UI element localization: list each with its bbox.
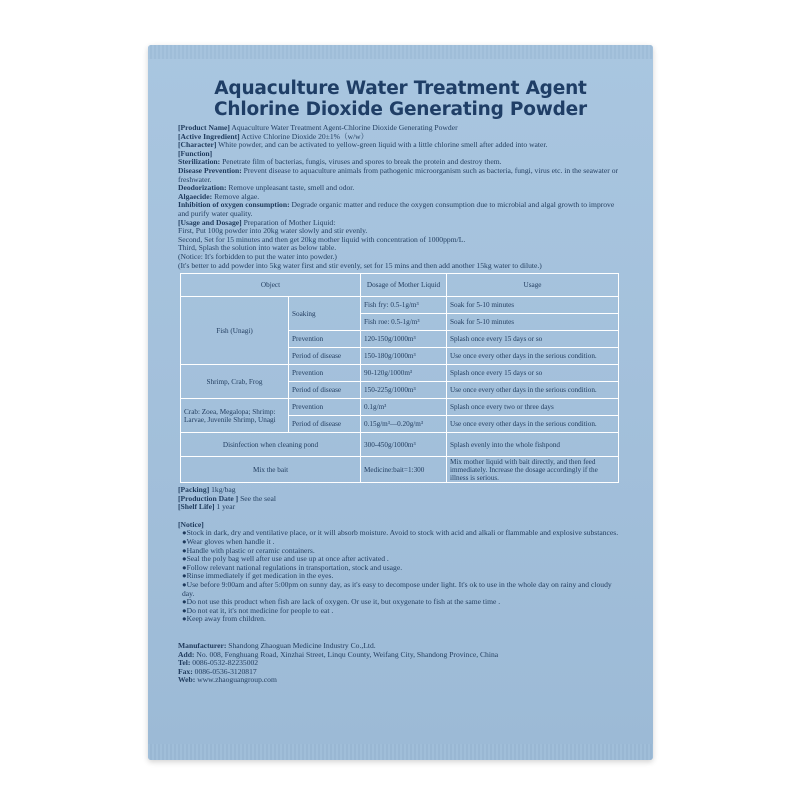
dose-cell: 90-120g/1000m³ [361,365,447,382]
product-bag [148,45,653,760]
usage-line: First, Put 100g powder into 20kg water slowly and stir evenly. [178,226,368,236]
character-line: [Character] White powder, and can be activated to yellow-green liquid with a little chlorine smell after added into water. [178,140,548,150]
method-period: Period of disease [289,382,361,399]
active-ingredient-line: [Active Ingredient] Active Chlorine Dioxide 20±1%（w/w） [178,131,369,141]
function-item: Deodorization: Remove unpleasant taste, smell and odor. [178,183,355,193]
object-bait: Mix the bait [181,457,361,483]
production-date-line: [Production Date ] See the seal [178,493,276,503]
object-fish: Fish (Unagi) [181,297,289,365]
usage-cell: Soak for 5-10 minutes [447,314,619,331]
notice-item: ●Handle with plastic or ceramic containers. [182,545,315,555]
usage-line: (Notice: It's forbidden to put the water into powder.) [178,251,337,261]
method-soaking: Soaking [289,297,361,331]
usage-line: (It's better to add powder into 5kg water first and stir evenly, set for 15 mins and then add another 15kg water to dilute.) [178,260,542,270]
usage-cell: Mix mother liquid with bait directly, and then feed immediately. Increase the dosage accordingly if the illness is serious. [447,457,619,483]
object-crab: Crab: Zoea, Megalopa; Shrimp: Larvae, Juvenile Shrimp, Unagi [181,399,289,433]
dose-cell: 0.1g/m³ [361,399,447,416]
function-item: Sterilization: Penetrate film of bacterias, fungis, viruses and spores to break the protein and destroy them. [178,157,502,167]
table-row [181,365,619,382]
header-usage: Usage [447,274,619,297]
tel-line: Tel: 0086-0532-82235002 [178,658,259,668]
shelf-life-line: [Shelf Life] 1 year [178,502,236,512]
notice-item: ●Seal the poly bag well after use and use up at once after activated . [182,554,389,564]
dose-cell: 300-450g/1000m³ [361,433,447,457]
bag-bottom-seal [148,744,653,760]
method-prevention: Prevention [289,399,361,416]
method-prevention: Prevention [289,365,361,382]
usage-cell: Splash once every two or three days [447,399,619,416]
dose-cell: 120-150g/1000m³ [361,331,447,348]
object-disinfection: Disinfection when cleaning pond [181,433,361,457]
web-line: Web: www.zhaoguangroup.com [178,675,277,685]
dose-cell: 150-225g/1000m³ [361,382,447,399]
usage-line: Third, Splash the solution into water as below table. [178,243,337,253]
notice-item: ●Rinse immediately if get medication in the eyes. [182,571,334,581]
title-line-1: Aquaculture Water Treatment Agent [214,78,587,99]
dose-cell: Fish fry: 0.5-1g/m³ [361,297,447,314]
usage-cell: Splash once every 15 days or so [447,365,619,382]
manufacturer-section [178,642,623,685]
packing-line: [Packing] 1kg/bag [178,485,236,495]
header-dosage: Dosage of Mother Liquid [361,274,447,297]
usage-cell: Use once every other days in the serious condition. [447,382,619,399]
table-row [181,433,619,457]
dose-cell: 0.15g/m³—0.20g/m³ [361,416,447,433]
usage-heading: [Usage and Dosage] Preparation of Mother Liquid: [178,217,336,227]
table-row [181,399,619,416]
title-line-2: Chlorine Dioxide Generating Powder [214,99,587,120]
dose-cell: 150-180g/1000m³ [361,348,447,365]
usage-cell: Splash evenly into the whole fishpond [447,433,619,457]
function-item: Disease Prevention: Prevent disease to aquaculture animals from pathogenic microorganism such as bacteria, fungi, virus etc. in the seawater or freshwater. [178,165,619,184]
notice-item: ●Do not use this product when fish are lack of oxygen. Or use it, but oxygenate to fish at the same time . [182,597,501,607]
usage-cell: Soak for 5-10 minutes [447,297,619,314]
product-title [148,78,653,120]
notice-item: ●Use before 9:00am and after 5:00pm on sunny day, as it's easy to decompose under light. It's ok to use in the whole day on rainy and cloudy day. [182,580,612,598]
notice-item: ●Keep away from children. [182,614,266,624]
dose-cell: Fish roe: 0.5-1g/m³ [361,314,447,331]
notice-section [178,521,623,624]
method-period: Period of disease [289,416,361,433]
bag-top-seal [148,45,653,59]
usage-cell: Use once every other days in the serious condition. [447,348,619,365]
function-item: Inhibition of oxygen consumption: Degrade organic matter and reduce the oxygen consumption due to microbial and algal growth to improve and purify water quality. [178,200,615,218]
function-item: Algaecide: Remove algae. [178,191,260,201]
usage-cell: Splash once every 15 days or so [447,331,619,348]
address-line: Add: No. 008, Fenghuang Road, Xinzhai Street, Linqu County, Weifang City, Shandong Province, China [178,649,499,659]
usage-cell: Use once every other days in the serious condition. [447,416,619,433]
method-period: Period of disease [289,348,361,365]
product-name-line: [Product Name] Aquaculture Water Treatment Agent-Chlorine Dioxide Generating Powder [178,123,458,132]
table-row [181,297,619,314]
notice-heading: [Notice] [178,519,204,529]
notice-item: ●Stock in dark, dry and ventilative place, or it will absorb moisture. Avoid to stock with acid and alkali or flammable and explosive substances. [182,528,619,538]
function-heading: [Function] [178,148,213,158]
dosage-table [180,273,619,483]
notice-item: ●Do not eat it, it's not medicine for people to eat . [182,605,334,615]
dose-cell: Medicine:bait=1:300 [361,457,447,483]
header-object: Object [181,274,361,297]
manufacturer-line: Manufacturer: Shandong Zhaoguan Medicine Industry Co.,Ltd. [178,641,376,650]
label-content [178,124,623,685]
method-prevention: Prevention [289,331,361,348]
notice-item: ●Wear gloves when handle it . [182,537,275,547]
usage-line: Second, Set for 15 minutes and then get 20kg mother liquid with concentration of 1000ppm/L. [178,234,466,244]
table-header-row [181,274,619,297]
object-shrimp: Shrimp, Crab, Frog [181,365,289,399]
fax-line: Fax: 0086-0536-3120817 [178,666,257,676]
table-row [181,457,619,483]
notice-item: ●Follow relevant national regulations in transportation, stock and usage. [182,562,403,572]
